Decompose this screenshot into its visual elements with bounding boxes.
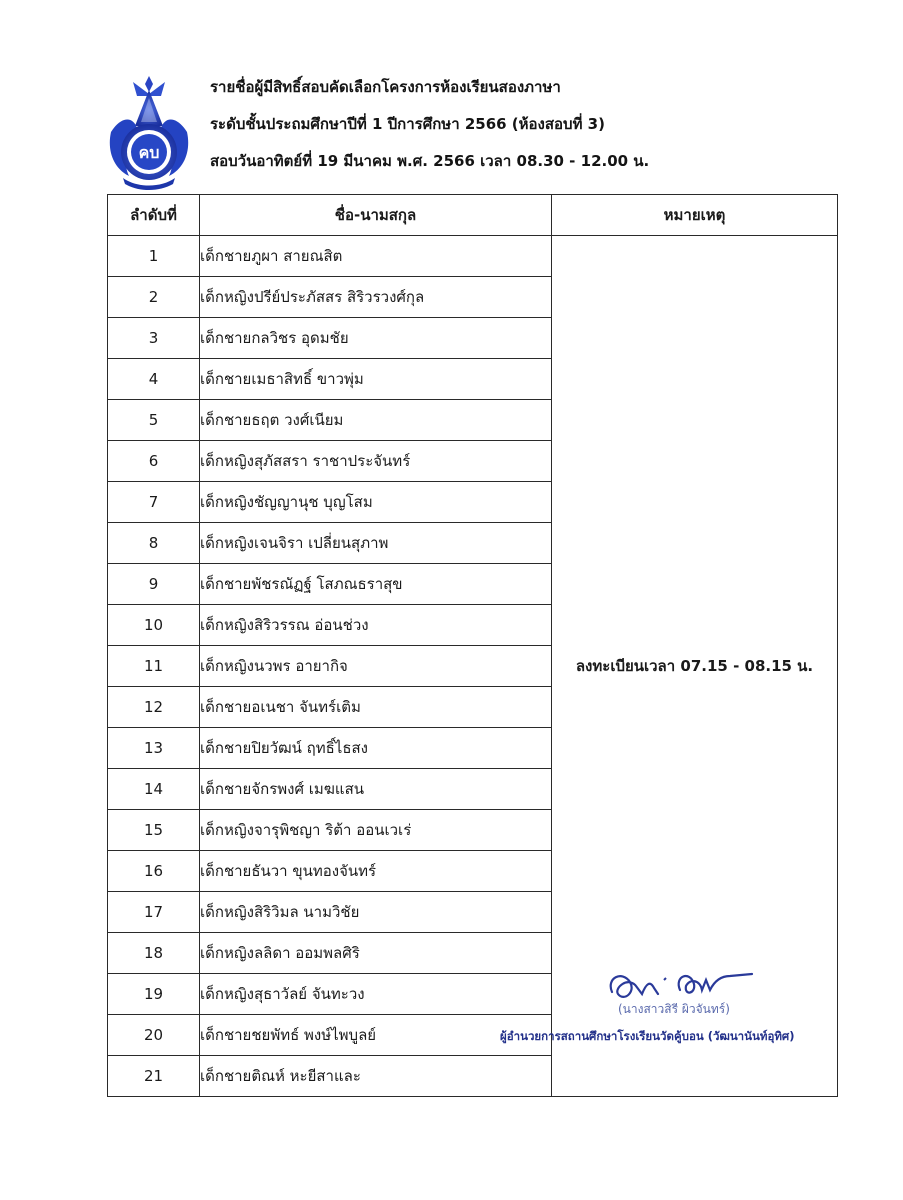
- row-order-number: 7: [108, 482, 200, 523]
- row-student-name: เด็กหญิงเจนจิรา เปลี่ยนสุภาพ: [200, 523, 552, 564]
- row-student-name: เด็กหญิงปรีย์ประภัสสร สิริวรวงศ์กุล: [200, 277, 552, 318]
- row-student-name: เด็กชายชยพัทธ์ พงษ์ไพบูลย์: [200, 1015, 552, 1056]
- row-order-number: 3: [108, 318, 200, 359]
- row-student-name: เด็กชายพัชรณัฏฐ์ โสภณธราสุข: [200, 564, 552, 605]
- row-student-name: เด็กหญิงสิริวิมล นามวิชัย: [200, 892, 552, 933]
- column-header-remark: หมายเหตุ: [552, 195, 838, 236]
- row-student-name: เด็กหญิงจารุพิชญา ริต้า ออนเวเร่: [200, 810, 552, 851]
- header-exam-date-time: สอบวันอาทิตย์ที่ 19 มีนาคม พ.ศ. 2566 เวลา 08.30 - 12.00 น.: [210, 152, 650, 170]
- row-order-number: 17: [108, 892, 200, 933]
- row-order-number: 10: [108, 605, 200, 646]
- row-order-number: 2: [108, 277, 200, 318]
- row-student-name: เด็กชายธันวา ขุนทองจันทร์: [200, 851, 552, 892]
- row-order-number: 9: [108, 564, 200, 605]
- row-order-number: 16: [108, 851, 200, 892]
- row-student-name: เด็กชายติณห์ หะยีสาและ: [200, 1056, 552, 1097]
- school-emblem-logo: [103, 72, 195, 192]
- row-student-name: เด็กชายอเนชา จันทร์เติม: [200, 687, 552, 728]
- row-order-number: 15: [108, 810, 200, 851]
- row-order-number: 8: [108, 523, 200, 564]
- row-student-name: เด็กหญิงสุธาวัลย์ จันทะวง: [200, 974, 552, 1015]
- row-student-name: เด็กชายปิยวัฒน์ ฤทธิ์ไธสง: [200, 728, 552, 769]
- svg-text:คบ: คบ: [138, 143, 160, 162]
- row-order-number: 6: [108, 441, 200, 482]
- row-order-number: 12: [108, 687, 200, 728]
- document-header: [210, 78, 649, 189]
- header-grade-year: ระดับชั้นประถมศึกษาปีที่ 1 ปีการศึกษา 2566 (ห้องสอบที่ 3): [210, 115, 605, 133]
- row-order-number: 21: [108, 1056, 200, 1097]
- row-order-number: 20: [108, 1015, 200, 1056]
- row-order-number: 4: [108, 359, 200, 400]
- row-order-number: 14: [108, 769, 200, 810]
- signatory-position: ผู้อำนวยการสถานศึกษาโรงเรียนวัดคู้บอน (วัฒนานันท์อุทิศ): [500, 1029, 795, 1043]
- row-student-name: เด็กชายเมธาสิทธิ์ ขาวพุ่ม: [200, 359, 552, 400]
- table-row: [108, 236, 838, 277]
- row-student-name: เด็กหญิงสิริวรรณ อ่อนช่วง: [200, 605, 552, 646]
- row-student-name: เด็กหญิงนวพร อายากิจ: [200, 646, 552, 687]
- row-student-name: เด็กชายกลวิชร อุดมชัย: [200, 318, 552, 359]
- registration-time-note: ลงทะเบียนเวลา 07.15 - 08.15 น.: [575, 657, 814, 675]
- column-header-name: ชื่อ-นามสกุล: [200, 195, 552, 236]
- row-student-name: เด็กชายธฤต วงศ์เนียม: [200, 400, 552, 441]
- row-order-number: 19: [108, 974, 200, 1015]
- row-student-name: เด็กหญิงสุภัสสรา ราชาประจันทร์: [200, 441, 552, 482]
- row-student-name: เด็กชายจักรพงศ์ เมฆแสน: [200, 769, 552, 810]
- signatory-name: (นางสาวสิรี ผิวจันทร์): [618, 1002, 730, 1016]
- row-order-number: 1: [108, 236, 200, 277]
- row-student-name: เด็กชายภูผา สายณสิต: [200, 236, 552, 277]
- row-order-number: 13: [108, 728, 200, 769]
- table-header-row: [108, 195, 838, 236]
- column-header-order: ลำดับที่: [108, 195, 200, 236]
- row-student-name: เด็กหญิงลลิดา ออมพลศิริ: [200, 933, 552, 974]
- header-title: รายชื่อผู้มีสิทธิ์สอบคัดเลือกโครงการห้องเรียนสองภาษา: [210, 78, 561, 96]
- row-order-number: 11: [108, 646, 200, 687]
- row-order-number: 5: [108, 400, 200, 441]
- row-order-number: 18: [108, 933, 200, 974]
- row-student-name: เด็กหญิงชัญญานุช บุญโสม: [200, 482, 552, 523]
